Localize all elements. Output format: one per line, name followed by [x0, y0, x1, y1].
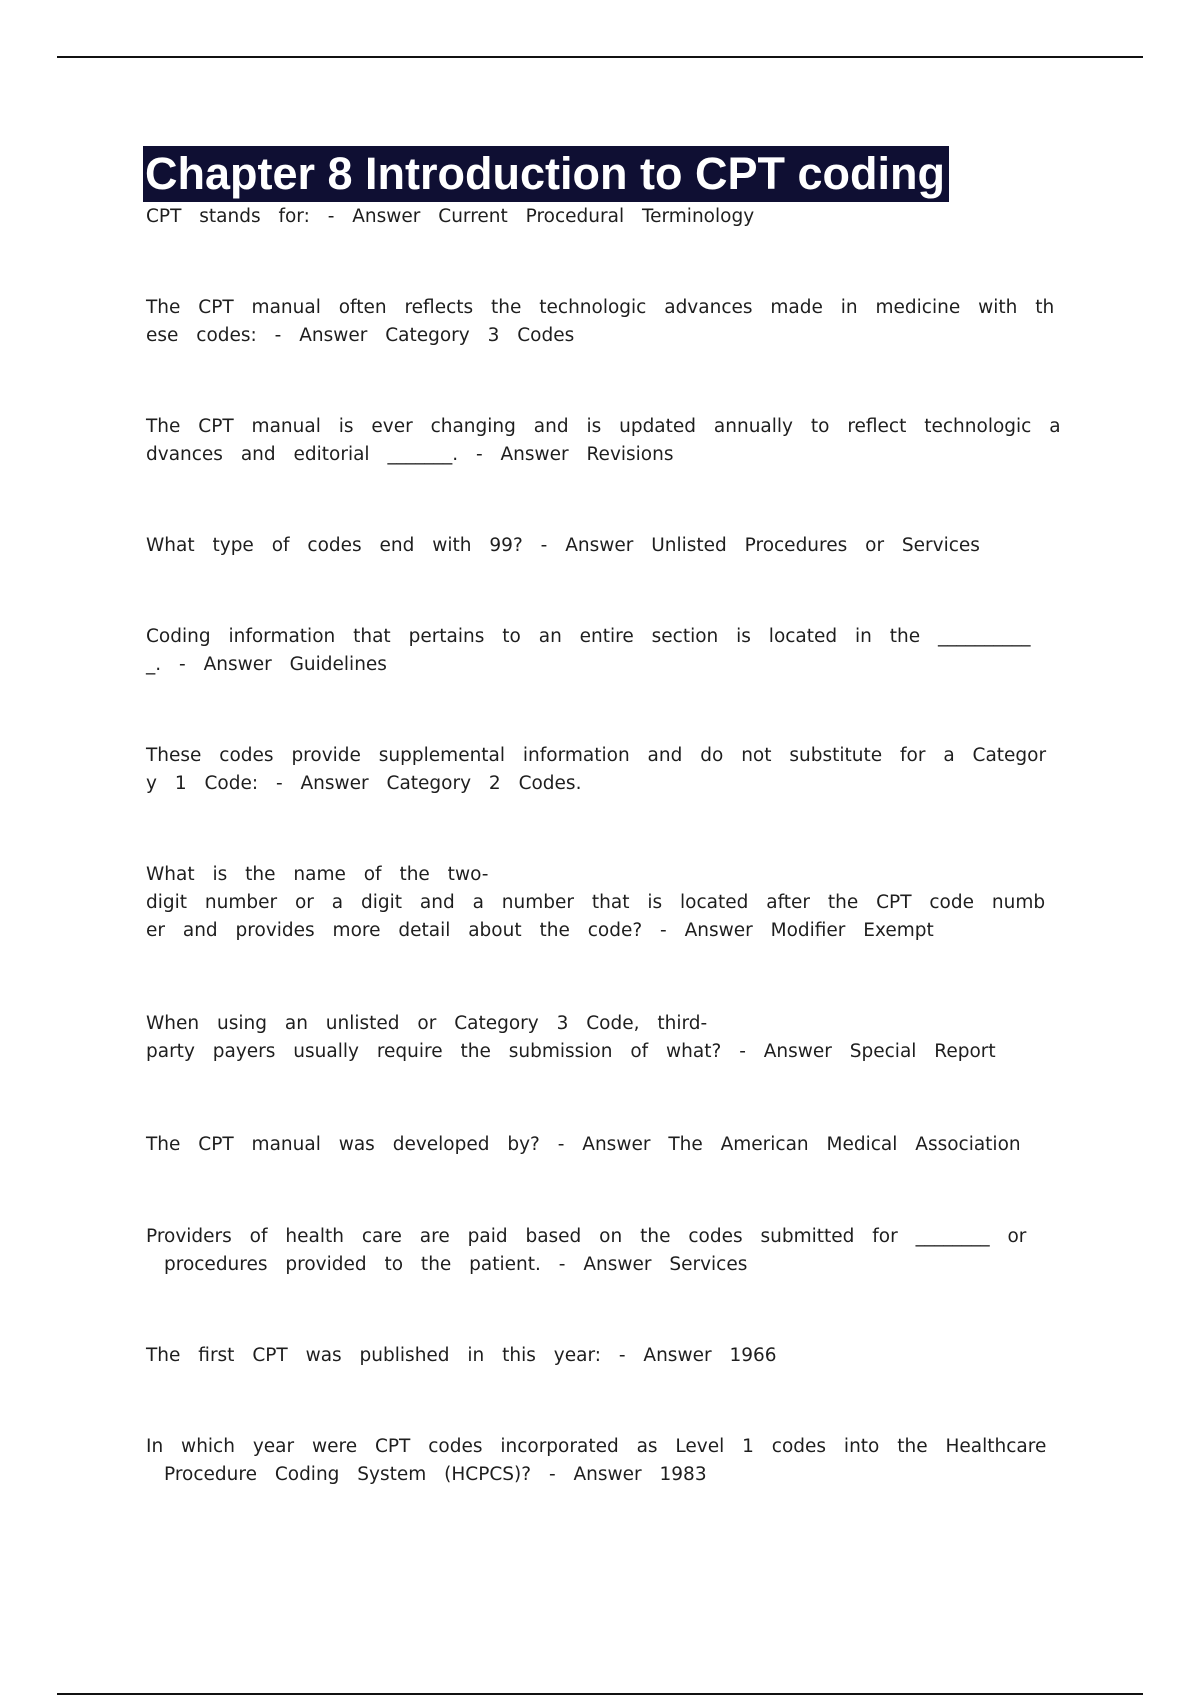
qa-line: er and provides more detail about the code? - Answer Modifier Exempt — [146, 920, 934, 941]
top-rule — [57, 56, 1143, 58]
qa-line: y 1 Code: - Answer Category 2 Codes. — [146, 773, 582, 794]
qa-line: party payers usually require the submission of what? - Answer Special Report — [146, 1041, 996, 1062]
qa-item — [146, 413, 1061, 469]
qa-item — [146, 1433, 1056, 1489]
qa-line: The CPT manual was developed by? - Answer The American Medical Association — [146, 1134, 1021, 1155]
qa-item — [146, 532, 1056, 560]
qa-item — [146, 1010, 1056, 1066]
qa-line: CPT stands for: - Answer Current Procedural Terminology — [146, 206, 755, 227]
qa-line: _. - Answer Guidelines — [146, 654, 387, 675]
qa-line: Procedure Coding System (HCPCS)? - Answer 1983 — [164, 1464, 707, 1485]
document-title: Chapter 8 Introduction to CPT coding — [143, 146, 949, 202]
qa-item — [146, 1342, 1056, 1370]
bottom-rule — [57, 1693, 1143, 1695]
qa-line: When using an unlisted or Category 3 Code, third- — [146, 1013, 708, 1034]
qa-line: Coding information that pertains to an entire section is located in the __________ — [146, 626, 1031, 647]
qa-line: digit number or a digit and a number that is located after the CPT code numb — [146, 892, 1046, 913]
qa-item — [146, 742, 1056, 798]
qa-line: procedures provided to the patient. - Answer Services — [164, 1254, 748, 1275]
qa-line: The first CPT was published in this year: - Answer 1966 — [146, 1345, 777, 1366]
qa-line: dvances and editorial _______. - Answer Revisions — [146, 444, 674, 465]
title-block — [143, 146, 949, 202]
qa-item — [146, 623, 1056, 679]
qa-item — [146, 294, 1056, 350]
qa-item — [146, 861, 1056, 945]
qa-line: ese codes: - Answer Category 3 Codes — [146, 325, 575, 346]
qa-item — [146, 1131, 1056, 1159]
qa-line: What type of codes end with 99? - Answer Unlisted Procedures or Services — [146, 535, 980, 556]
qa-line: The CPT manual often reflects the technologic advances made in medicine with th — [146, 297, 1055, 318]
qa-line: These codes provide supplemental information and do not substitute for a Categor — [146, 745, 1047, 766]
qa-item — [146, 1223, 1056, 1279]
qa-line: The CPT manual is ever changing and is updated annually to reflect technologic a — [146, 416, 1061, 437]
qa-line: What is the name of the two- — [146, 864, 489, 885]
qa-item — [146, 203, 1056, 231]
qa-line: In which year were CPT codes incorporated as Level 1 codes into the Healthcare — [146, 1436, 1047, 1457]
qa-line: Providers of health care are paid based on the codes submitted for ________ or — [146, 1226, 1027, 1247]
